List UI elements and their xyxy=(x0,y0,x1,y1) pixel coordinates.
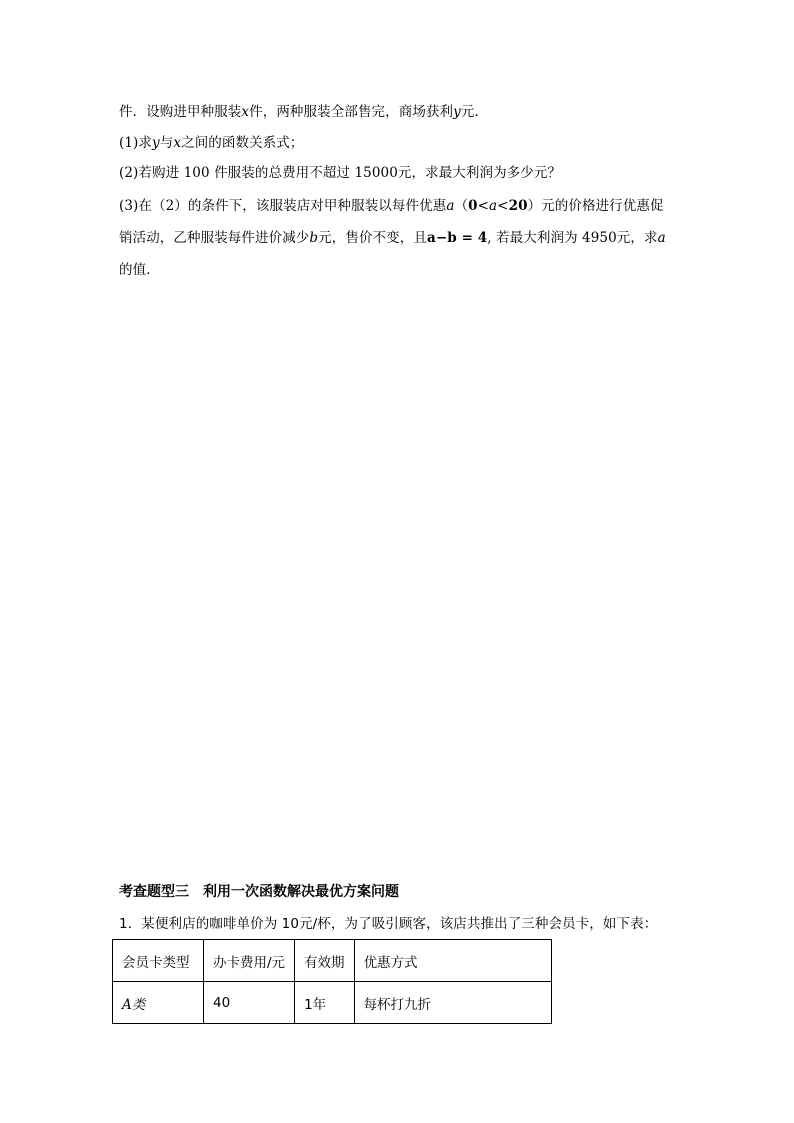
text-segment: ） xyxy=(527,198,542,214)
text-segment: 元，售价不变，且 xyxy=(318,230,427,246)
text-segment: 与 xyxy=(159,135,174,151)
text-segment: 件．设购进甲种服装 xyxy=(119,104,242,120)
math-operator: < xyxy=(497,198,509,214)
math-number: 20 xyxy=(508,198,528,214)
text-segment: 元． xyxy=(460,104,489,120)
table-cell: 40 xyxy=(204,982,295,1024)
table-cell: 1年 xyxy=(295,982,355,1024)
text-segment: 之间的函数关系式； xyxy=(181,135,304,151)
variable-a: a xyxy=(489,198,498,214)
table-header-row xyxy=(113,940,552,982)
text-segment: (3)在（2）的条件下，该服装店对甲种服装以每件优惠 xyxy=(119,198,447,214)
variable-b: b xyxy=(309,230,319,246)
table-cell: 每杯打九折 xyxy=(354,982,551,1024)
table-row xyxy=(113,982,552,1024)
question-3-line-2 xyxy=(119,228,666,248)
text-segment: (1)求 xyxy=(119,135,153,151)
table-header-cell: 有效期 xyxy=(295,940,355,982)
variable-y: y xyxy=(453,104,461,120)
math-operator: < xyxy=(477,198,489,214)
section-intro: 1．某便利店的咖啡单价为 10元/杯，为了吸引顾客，该店共推出了三种会员卡，如下表： xyxy=(119,916,658,932)
table-cell xyxy=(113,982,204,1024)
text-segment: , 若最大利润为 4950元，求 xyxy=(487,230,658,246)
card-type: A类 xyxy=(122,996,146,1013)
table-header-cell: 会员卡类型 xyxy=(113,940,204,982)
text-segment: （ xyxy=(454,198,469,214)
table-header-cell: 优惠方式 xyxy=(354,940,551,982)
variable-a: a xyxy=(446,198,455,214)
question-3-line-1 xyxy=(119,196,664,216)
variable-y: y xyxy=(152,135,160,151)
question-1 xyxy=(119,133,304,153)
text-segment: 元的价格进行优惠促 xyxy=(541,198,664,214)
question-2: (2)若购进 100 件服装的总费用不超过 15000元，求最大利润为多少元？ xyxy=(119,165,562,181)
variable-x: x xyxy=(241,104,250,120)
membership-table xyxy=(112,939,552,1024)
problem-line-1 xyxy=(119,102,488,122)
section-heading: 考查题型三 利用一次函数解决最优方案问题 xyxy=(119,884,399,900)
math-number: 0 xyxy=(468,198,478,214)
math-expression: a−b = 4 xyxy=(426,230,488,246)
variable-x: x xyxy=(173,135,182,151)
table-header-cell: 办卡费用/元 xyxy=(204,940,295,982)
question-3-line-3: 的值． xyxy=(119,262,160,278)
text-segment: 件，两种服装全部售完，商场获利 xyxy=(249,104,454,120)
variable-a: a xyxy=(657,230,666,246)
text-segment: 销活动，乙种服装每件进价减少 xyxy=(119,230,310,246)
